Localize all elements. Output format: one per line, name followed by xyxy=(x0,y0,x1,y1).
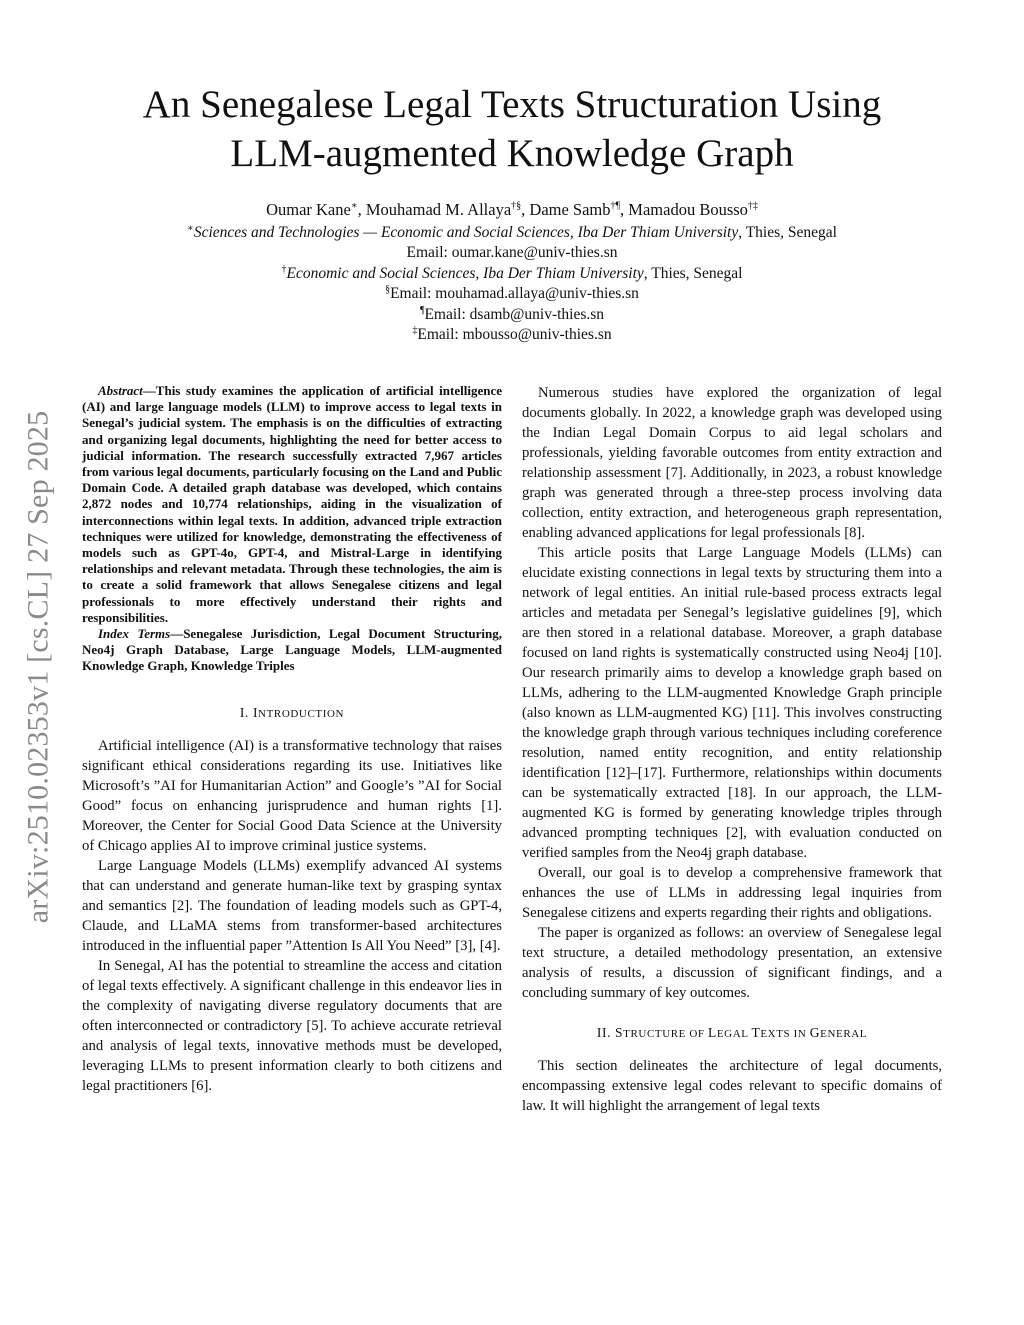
email-2: §Email: mouhamad.allaya@univ-thies.sn xyxy=(385,283,639,302)
author-mark: †¶ xyxy=(610,200,621,212)
author-mark: †§ xyxy=(511,200,522,212)
email-1: Email: oumar.kane@univ-thies.sn xyxy=(406,244,618,261)
abstract xyxy=(82,383,502,675)
right-column xyxy=(522,383,942,1116)
abstract-label: Abstract xyxy=(98,383,143,398)
affiliation-1: ∗Sciences and Technologies — Economic and Social Sciences, Iba Der Thiam University, Thies, Senegal xyxy=(187,222,837,241)
author-name: Oumar Kane xyxy=(266,200,351,219)
title-line-1: An Senegalese Legal Texts Structuration Using xyxy=(142,83,882,126)
author-mark: ∗ xyxy=(350,200,358,212)
arxiv-stamp xyxy=(14,372,62,962)
body-paragraph: Overall, our goal is to develop a comprehensive framework that enhances the use of LLMs in addressing legal inquiries from Senegalese citizens and experts regarding their rights and obligations. xyxy=(522,865,942,921)
intro-paragraph: In Senegal, AI has the potential to streamline the access and citation of legal texts effectively. A significant challenge in this endeavor lies in the complexity of navigating diverse regulatory documents that are often interconnected or contradictory [5]. To achieve accurate retrieval and analysis of legal texts, innovative methods must be developed, leveraging LLMs to present information clearly to both citizens and legal practitioners [6]. xyxy=(82,957,502,1094)
email-4: ‡Email: mbousso@univ-thies.sn xyxy=(412,324,612,343)
body-paragraph: This article posits that Large Language Models (LLMs) can elucidate existing connections in legal texts by structuring them into a network of legal entities. An initial rule-based process extracts legal articles and metadata per Senegal’s legislative guidelines [9], which are then stored in a relational database. Moreover, a graph database focused on land rights is systematically constructed using Neo4j [10]. Our research primarily aims to develop a knowledge graph based on LLMs, adhering to the LLM-augmented Knowledge Graph principle (also known as LLM-augmented KG) [11]. This involves constructing the knowledge graph through various techniques including coreference resolution, named entity recognition, and entity relationship identification [12]–[17]. Furthermore, relationships within documents can be systematically extracted [18]. In our approach, the LLM-augmented KG is formed by generating knowledge triples through advanced prompting techniques [2], with evaluation conducted on verified samples from the Neo4j graph database. xyxy=(522,545,942,861)
author-name: Dame Samb xyxy=(529,200,611,219)
author-name: Mamadou Bousso xyxy=(628,200,748,219)
affiliation-2: †Economic and Social Sciences, Iba Der Thiam University, Thies, Senegal xyxy=(281,263,743,282)
author-name: Mouhamad M. Allaya xyxy=(365,200,512,219)
section-heading-introduction: I. INTRODUCTION xyxy=(239,704,345,720)
left-column xyxy=(82,383,502,1096)
author-mark: †‡ xyxy=(747,200,758,212)
author-names: Oumar Kane∗, Mouhamad M. Allaya†§, Dame Samb†¶, Mamadou Bousso†‡ xyxy=(266,200,758,219)
abstract-text: —This study examines the application of artificial intelligence (AI) and large language models (LLM) to improve access to legal texts in Senegal’s judicial system. The emphasis is on the difficulties of extracting and organizing legal documents, highlighting the need for better access to judicial information. The research successfully extracted 7,967 articles from various legal documents, particularly focusing on the Land and Public Domain Code. A detailed graph database was developed, which contains 2,872 nodes and 10,774 relationships, aiding in the visualization of interconnections within legal texts. In addition, advanced triple extraction techniques were utilized for knowledge, demonstrating the effectiveness of models such as GPT-4o, GPT-4, and Mistral-Large in identifying relationships and relevant metadata. Through these technologies, the aim is to create a solid framework that allows Senegalese citizens and legal professionals to more effectively understand their rights and responsibilities. xyxy=(82,383,502,625)
intro-paragraph: Large Language Models (LLMs) exemplify advanced AI systems that can understand and generate human-like text by grasping syntax and semantics [2]. The foundation of leading models such as GPT-4, Claude, and LLaMA stems from transformer-based architectures introduced in the influential paper ”Attention Is All You Need” [3], [4]. xyxy=(82,857,502,954)
arxiv-stamp-text: arXiv:2510.02353v1 [cs.CL] 27 Sep 2025 xyxy=(21,410,55,924)
index-terms: Index Terms—Senegalese Jurisdiction, Legal Document Structuring, Neo4j Graph Database, Large Language Models, LLM-augmented Knowledge Graph, Knowledge Triples xyxy=(82,626,503,674)
author-block xyxy=(80,200,944,346)
body-paragraph: Numerous studies have explored the organization of legal documents globally. In 2022, a knowledge graph was developed using the Indian Legal Domain Corpus to aid legal scholars and professionals, yielding favorable outcomes from entity extraction and relationship assessment [7]. Additionally, in 2023, a robust knowledge graph was generated through a three-step process involving data collection, entity extraction, and heterogeneous graph representation, enabling advanced applications for legal professionals [8]. xyxy=(522,385,942,541)
section-heading-structure: II. STRUCTURE OF LEGAL TEXTS IN GENERAL xyxy=(596,1025,868,1040)
body-paragraph: The paper is organized as follows: an overview of Senegalese legal text structure, a detailed methodology presentation, an extensive analysis of results, a discussion of significant findings, and a concluding summary of key outcomes. xyxy=(522,925,942,1001)
section2-paragraph: This section delineates the architecture of legal documents, encompassing extensive legal codes relevant to specific domains of law. It will highlight the arrangement of legal texts xyxy=(522,1058,942,1114)
intro-paragraph: Artificial intelligence (AI) is a transformative technology that raises significant ethical considerations regarding its use. Initiatives like Microsoft’s ”AI for Humanitarian Action” and Google’s ”AI for Social Good” focus on enhancing jurisprudence and human rights [1]. Moreover, the Center for Social Good Data Science at the University of Chicago applies AI to improve criminal justice systems. xyxy=(82,737,502,854)
title-line-2: LLM-augmented Knowledge Graph xyxy=(230,132,794,175)
email-3: ¶Email: dsamb@univ-thies.sn xyxy=(419,304,605,323)
paper-title xyxy=(80,80,944,178)
